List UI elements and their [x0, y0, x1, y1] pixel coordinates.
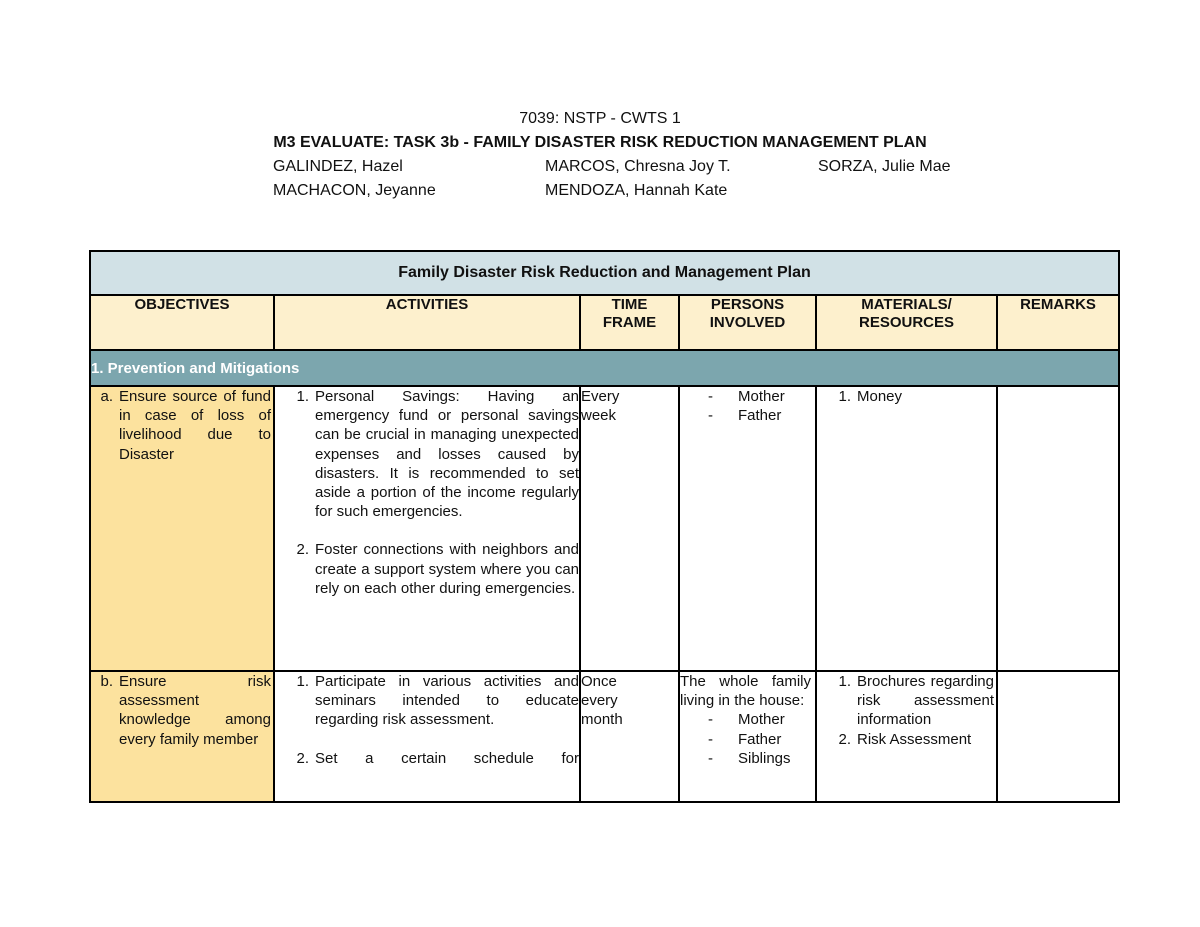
activities-cell [274, 671, 580, 802]
author-name: MENDOZA, Hannah Kate [545, 182, 728, 199]
materials-cell [816, 386, 997, 671]
list-item: - Mother [708, 388, 785, 405]
list-item: - Siblings [708, 749, 791, 767]
time-frame-cell: Once every month [580, 671, 679, 802]
objective-letter: a. [100, 388, 113, 405]
materials-cell [816, 671, 997, 802]
course-code: 7039: NSTP - CWTS 1 [519, 110, 681, 127]
list-item: 2. Risk Assessment [838, 730, 972, 748]
time-frame-cell: Every week [580, 386, 679, 671]
column-header-remarks: REMARKS [997, 295, 1119, 350]
objective-cell [90, 671, 274, 802]
column-header-time-frame: TIME FRAME [580, 295, 679, 350]
list-item: 2. Set a certain schedule for [296, 749, 579, 767]
author-name: MACHACON, Jeyanne [273, 182, 436, 199]
persons-cell [679, 386, 816, 671]
column-header-objectives: OBJECTIVES [90, 295, 274, 350]
remarks-cell [997, 671, 1119, 802]
table-row [90, 386, 1119, 671]
table-row [90, 671, 1119, 802]
list-item: 1. Participate in various activities and seminars intended to educate regarding risk assessment. [296, 673, 579, 729]
objective-text: Ensure source of fund in case of loss of livelihood due to Disaster [119, 388, 271, 463]
objective-text: Ensure risk assessment knowledge among every family member [119, 673, 271, 748]
author-name: SORZA, Julie Mae [818, 158, 951, 175]
list-item: 1. Brochures regarding risk assessment information [838, 673, 994, 729]
objective-cell [90, 386, 274, 671]
column-header-row [90, 295, 1119, 350]
list-item: - Father [708, 730, 782, 748]
table-banner: Family Disaster Risk Reduction and Management Plan [90, 251, 1119, 295]
list-item: - Father [708, 407, 782, 425]
section-title: 1. Prevention and Mitigations [90, 350, 1119, 386]
persons-intro: The whole family living in the house: [680, 673, 811, 710]
list-item: 1. Money [838, 388, 903, 405]
section-row [90, 350, 1119, 386]
list-item: - Mother [708, 711, 785, 729]
list-item: 2. Foster connections with neighbors and create a support system where you can rely on each other during emergencies. [296, 541, 579, 597]
remarks-cell [997, 386, 1119, 671]
author-name: GALINDEZ, Hazel [273, 158, 403, 175]
list-item: 1. Personal Savings: Having an emergency fund or personal savings can be crucial in managing unexpected expenses and losses caused by disasters. It is recommended to set aside a portion of the income regularly for such emergencies. [296, 388, 579, 521]
column-header-materials: MATERIALS/ RESOURCES [816, 295, 997, 350]
drrm-plan-table [89, 250, 1120, 803]
column-header-activities: ACTIVITIES [274, 295, 580, 350]
document-title: M3 EVALUATE: TASK 3b - FAMILY DISASTER RISK REDUCTION MANAGEMENT PLAN [273, 134, 927, 151]
objective-letter: b. [100, 673, 113, 690]
author-name: MARCOS, Chresna Joy T. [545, 158, 731, 175]
persons-cell [679, 671, 816, 802]
column-header-persons-involved: PERSONS INVOLVED [679, 295, 816, 350]
activities-cell [274, 386, 580, 671]
